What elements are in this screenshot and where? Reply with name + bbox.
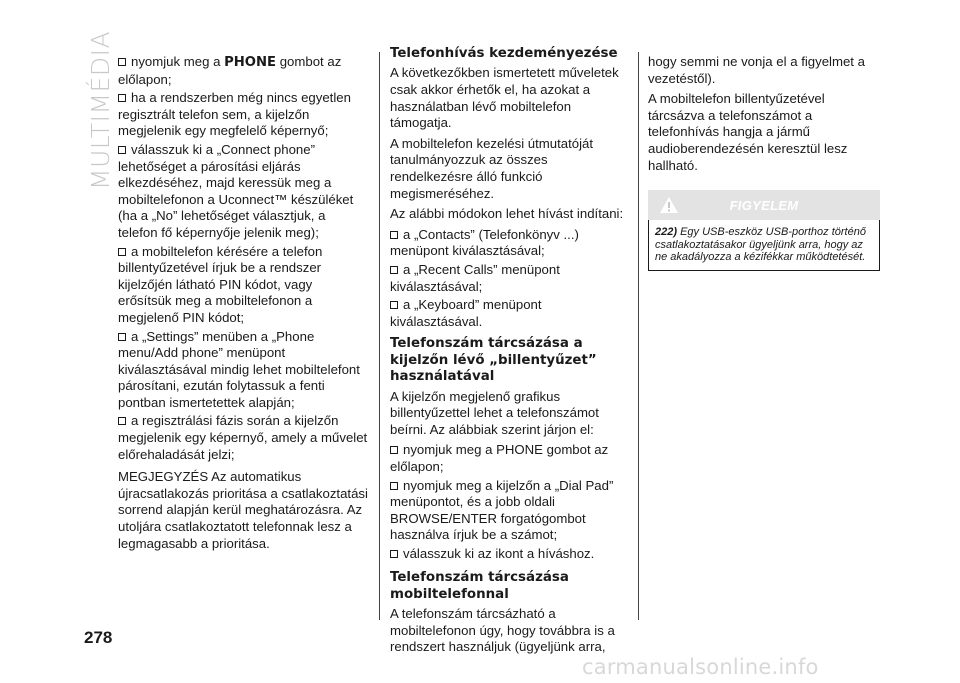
list-item <box>118 90 368 140</box>
bullet-square-icon <box>118 146 126 154</box>
list-item-text: válasszuk ki az ikont a híváshoz. <box>403 545 595 561</box>
list-item <box>390 442 630 475</box>
column-divider-1 <box>379 52 380 620</box>
section-heading-keypad: Telefonszám tárcsázása a kijelzőn lévő „billentyűzet” használatával <box>390 336 597 385</box>
paragraph: A kijelzőn megjelenő grafikus billentyűzettel lehet a telefonszámot beírni. Az alábbiak szerint járjon el: <box>390 388 599 437</box>
bullet-square-icon <box>390 266 398 274</box>
list-item-text: nyomjuk meg a PHONE gombot az előlapon; <box>390 442 609 474</box>
bullet-square-icon <box>390 231 398 239</box>
list-item <box>390 227 630 260</box>
list-item <box>118 244 368 327</box>
list-item-text: a mobiltelefon kérésére a telefon billentyűzetével írjuk be a rendszer kijelzőjén látható PIN kódot, vagy erősítsük meg a mobiltelefonon a megjelenő PIN kódot; <box>118 243 323 325</box>
list-item-text: a regisztrálási fázis során a kijelzőn megjelenik egy képernyő, amely a művelet előrehaladását jelzi; <box>118 413 368 462</box>
bullet-square-icon <box>390 482 398 490</box>
paragraph: hogy semmi ne vonja el a figyelmet a vezetéstől). <box>648 54 865 86</box>
bullet-square-icon <box>390 301 398 309</box>
note-paragraph: MEGJEGYZÉS Az automatikus újracsatlakozás prioritása a csatlakoztatási sorrend alapján kerül meghatározásra. Az utoljára csatlakoztatott telefonnak lesz a legmagasabb a prioritása. <box>118 469 368 551</box>
bullet-square-icon <box>118 333 126 341</box>
bullet-square-icon <box>118 58 126 66</box>
list-item <box>118 329 368 412</box>
list-item <box>390 297 630 330</box>
section-heading-call: Telefonhívás kezdeményezése <box>390 46 618 61</box>
column-3 <box>648 54 880 271</box>
bullet-square-icon <box>390 446 398 454</box>
list-item-text: a „Recent Calls” menüpont kiválasztásával; <box>390 261 560 294</box>
page-number: 278 <box>84 628 113 647</box>
list-item-text: a „Keyboard” menüpont kiválasztásával. <box>390 297 542 329</box>
warning-header <box>648 190 880 220</box>
list-item-text: ha a rendszerben még nincs egyetlen regisztrált telefon sem, a kijelzőn megjelenik egy megfelelő képernyő; <box>118 90 351 139</box>
list-item <box>390 546 630 563</box>
list-item <box>390 478 630 544</box>
bullet-square-icon <box>390 550 398 558</box>
list-item-text: nyomjuk meg a <box>131 54 225 69</box>
list-item-text: válasszuk ki a „Connect phone” lehetőséget a párosítási eljárás elkezdéséhez, majd keressük meg a mobiltelefonon a Uconnect™ készüléket (ha a „No” lehetőséget választjuk, a telefon fő képernyője jelenik meg); <box>118 141 354 240</box>
paragraph: A következőkben ismertetett műveletek csak akkor érhetők el, ha azokat a használatban lévő mobiltelefon támogatja. <box>390 65 619 131</box>
list-item <box>390 262 630 295</box>
list-item <box>118 413 368 463</box>
warning-body <box>648 220 880 271</box>
bullet-square-icon <box>118 417 126 425</box>
section-heading-mobile: Telefonszám tárcsázása mobiltelefonnal <box>390 570 569 602</box>
list-item <box>118 54 368 88</box>
paragraph: A telefonszám tárcsázható a mobiltelefonon úgy, hogy továbbra is a rendszert használjuk (ügyeljünk arra, <box>390 606 615 655</box>
bullet-square-icon <box>118 248 126 256</box>
side-label-text: MULTIMÉDIA <box>86 30 115 190</box>
list-item-text: a „Contacts” (Telefonkönyv ...) menüpont kiválasztásával; <box>390 226 579 259</box>
watermark: carmanualsonline.info <box>582 655 819 679</box>
list-item-bold: PHONE <box>224 55 277 70</box>
list-item-text: a „Settings” menüben a „Phone menu/Add phone” menüpont kiválasztásával mindig lehet mobiltelefont párosítani, ezután folytassuk a fenti pontban ismertetettek alapján; <box>118 328 360 410</box>
section-side-label <box>82 30 115 200</box>
warning-number: 222) <box>655 226 678 239</box>
warning-text: Egy USB-eszköz USB-porthoz történő csatlakoztatásakor ügyeljünk arra, hogy az ne akadályozza a kézifékkar működtetését. <box>655 226 866 264</box>
list-item-text: nyomjuk meg a kijelzőn a „Dial Pad” menüpontot, és a jobb oldali BROWSE/ENTER forgatógombot használva írjuk be a számot; <box>390 477 614 543</box>
list-item-text-after: gombot az előlapon; <box>118 54 342 87</box>
list-item <box>118 142 368 242</box>
bullet-square-icon <box>118 94 126 102</box>
paragraph: A mobiltelefon kezelési útmutatóját tanulmányozzuk az összes rendelkezésre álló funkció megismeréséhez. <box>390 135 594 201</box>
column-2 <box>390 46 630 660</box>
paragraph: Az alábbi módokon lehet hívást indítani: <box>390 206 624 222</box>
column-divider-2 <box>638 52 639 620</box>
column-1 <box>118 54 368 556</box>
paragraph: A mobiltelefon billentyűzetével tárcsázva a telefonszámot a telefonhívás hangja a jármű audioberendezésén keresztül lesz hallható. <box>648 91 848 173</box>
warning-title: FIGYELEM <box>729 198 799 214</box>
